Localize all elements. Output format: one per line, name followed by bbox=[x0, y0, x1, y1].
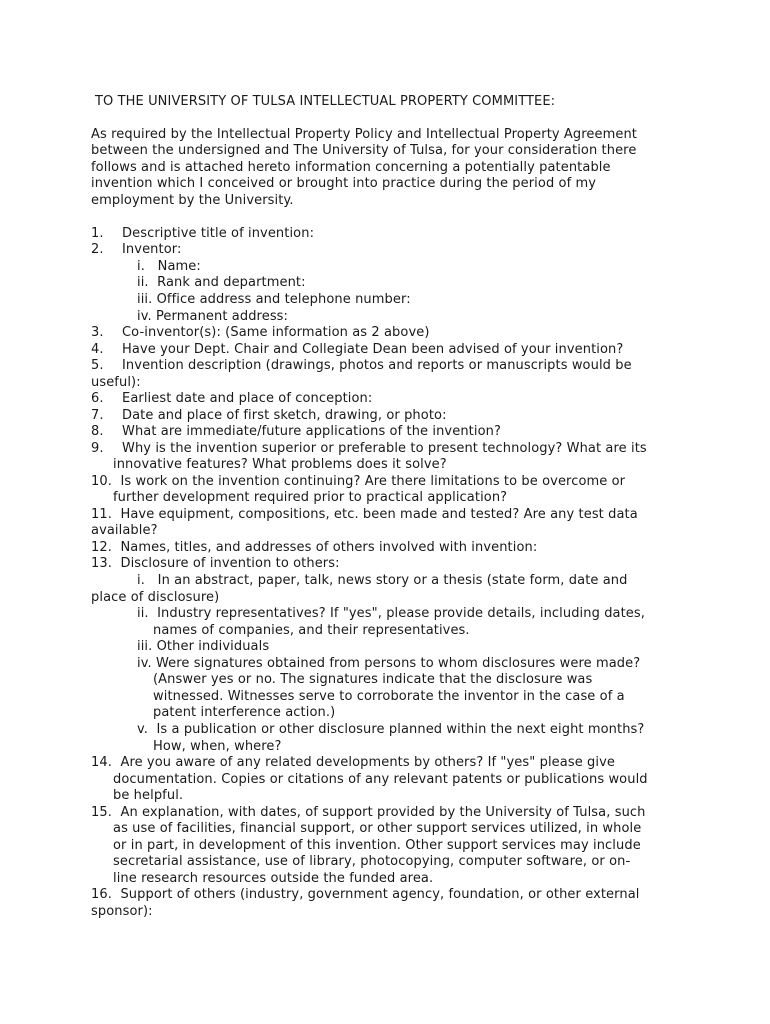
list-item bbox=[91, 226, 314, 242]
item-text: Have equipment, compositions, etc. been made and tested? Are any test data bbox=[120, 507, 638, 522]
sub-item: ii. Industry representatives? If "yes", please provide details, including dates, bbox=[137, 606, 646, 621]
item-text: Invention description (drawings, photos and reports or manuscripts would be bbox=[122, 358, 632, 373]
item-continuation: further development required prior to practical application? bbox=[113, 490, 508, 505]
list-item bbox=[91, 325, 430, 341]
sub-item: v. Is a publication or other disclosure planned within the next eight months? bbox=[137, 722, 645, 737]
item-number: 2. bbox=[91, 242, 104, 257]
item-continuation: or in part, in development of this invention. Other support services may include bbox=[113, 838, 641, 853]
list-item bbox=[91, 755, 615, 771]
item-text: Have your Dept. Chair and Collegiate Dean been advised of your invention? bbox=[122, 342, 624, 357]
intro-line: invention which I conceived or brought into practice during the period of my bbox=[91, 176, 597, 191]
intro-line: between the undersigned and The University of Tulsa, for your consideration there bbox=[91, 143, 637, 158]
item-text: Disclosure of invention to others: bbox=[120, 556, 340, 571]
list-item bbox=[91, 805, 646, 821]
sub-item-continuation: (Answer yes or no. The signatures indicate that the disclosure was bbox=[153, 672, 593, 687]
list-item bbox=[91, 474, 625, 490]
sub-item: iii. Office address and telephone number: bbox=[137, 292, 411, 307]
item-continuation: innovative features? What problems does it solve? bbox=[113, 457, 447, 472]
list-item bbox=[91, 887, 640, 903]
item-text: Inventor: bbox=[122, 242, 182, 257]
item-text: Date and place of first sketch, drawing, or photo: bbox=[122, 408, 447, 423]
list-item bbox=[91, 540, 537, 556]
sub-item: ii. Rank and department: bbox=[137, 275, 306, 290]
sub-item: i. Name: bbox=[137, 259, 201, 274]
item-continuation: be helpful. bbox=[113, 788, 184, 803]
item-number: 12. bbox=[91, 540, 112, 555]
item-text: Descriptive title of invention: bbox=[122, 226, 315, 241]
document-heading: TO THE UNIVERSITY OF TULSA INTELLECTUAL PROPERTY COMMITTEE: bbox=[95, 94, 556, 109]
item-number: 10. bbox=[91, 474, 112, 489]
list-item bbox=[91, 242, 181, 258]
item-number: 4. bbox=[91, 342, 104, 357]
item-continuation: documentation. Copies or citations of any relevant patents or publications would bbox=[113, 772, 648, 787]
item-number: 15. bbox=[91, 805, 112, 820]
item-continuation: secretarial assistance, use of library, photocopying, computer software, or on- bbox=[113, 854, 631, 869]
sub-item: iii. Other individuals bbox=[137, 639, 270, 654]
sub-item-continuation: names of companies, and their representatives. bbox=[153, 623, 470, 638]
intro-line: As required by the Intellectual Property Policy and Intellectual Property Agreement bbox=[91, 127, 638, 142]
item-continuation: useful): bbox=[91, 375, 141, 390]
list-item bbox=[91, 342, 623, 358]
item-continuation: sponsor): bbox=[91, 904, 153, 919]
item-number: 3. bbox=[91, 325, 104, 340]
item-number: 7. bbox=[91, 408, 104, 423]
item-continuation: available? bbox=[91, 523, 158, 538]
sub-item-continuation: place of disclosure) bbox=[91, 590, 220, 605]
item-number: 14. bbox=[91, 755, 112, 770]
sub-item: iv. Permanent address: bbox=[137, 309, 289, 324]
item-text: An explanation, with dates, of support provided by the University of Tulsa, such bbox=[120, 805, 646, 820]
item-number: 1. bbox=[91, 226, 104, 241]
sub-item: i. In an abstract, paper, talk, news story or a thesis (state form, date and bbox=[137, 573, 628, 588]
list-item bbox=[91, 424, 501, 440]
item-continuation: line research resources outside the funded area. bbox=[113, 871, 434, 886]
item-number: 5. bbox=[91, 358, 104, 373]
sub-item: iv. Were signatures obtained from persons to whom disclosures were made? bbox=[137, 656, 641, 671]
item-text: Why is the invention superior or preferable to present technology? What are its bbox=[122, 441, 647, 456]
intro-line: employment by the University. bbox=[91, 193, 294, 208]
item-text: Earliest date and place of conception: bbox=[122, 391, 373, 406]
sub-item-continuation: witnessed. Witnesses serve to corroborate the inventor in the case of a bbox=[153, 689, 625, 704]
list-item bbox=[91, 408, 447, 424]
sub-item-continuation: How, when, where? bbox=[153, 739, 282, 754]
item-text: What are immediate/future applications of the invention? bbox=[122, 424, 501, 439]
item-text: Is work on the invention continuing? Are there limitations to be overcome or bbox=[120, 474, 626, 489]
item-text: Support of others (industry, government agency, foundation, or other external bbox=[120, 887, 640, 902]
list-item bbox=[91, 441, 647, 457]
sub-item-continuation: patent interference action.) bbox=[153, 705, 336, 720]
item-number: 11. bbox=[91, 507, 112, 522]
list-item bbox=[91, 507, 638, 523]
list-item bbox=[91, 391, 372, 407]
item-text: Co-inventor(s): (Same information as 2 above) bbox=[122, 325, 430, 340]
item-number: 13. bbox=[91, 556, 112, 571]
intro-line: follows and is attached hereto information concerning a potentially patentable bbox=[91, 160, 611, 175]
item-text: Are you aware of any related developments by others? If "yes" please give bbox=[120, 755, 615, 770]
item-number: 8. bbox=[91, 424, 104, 439]
item-number: 9. bbox=[91, 441, 104, 456]
list-item bbox=[91, 358, 632, 374]
item-number: 16. bbox=[91, 887, 112, 902]
list-item bbox=[91, 556, 340, 572]
item-text: Names, titles, and addresses of others involved with invention: bbox=[120, 540, 538, 555]
item-continuation: as use of facilities, financial support, or other support services utilized, in whole bbox=[113, 821, 642, 836]
item-number: 6. bbox=[91, 391, 104, 406]
